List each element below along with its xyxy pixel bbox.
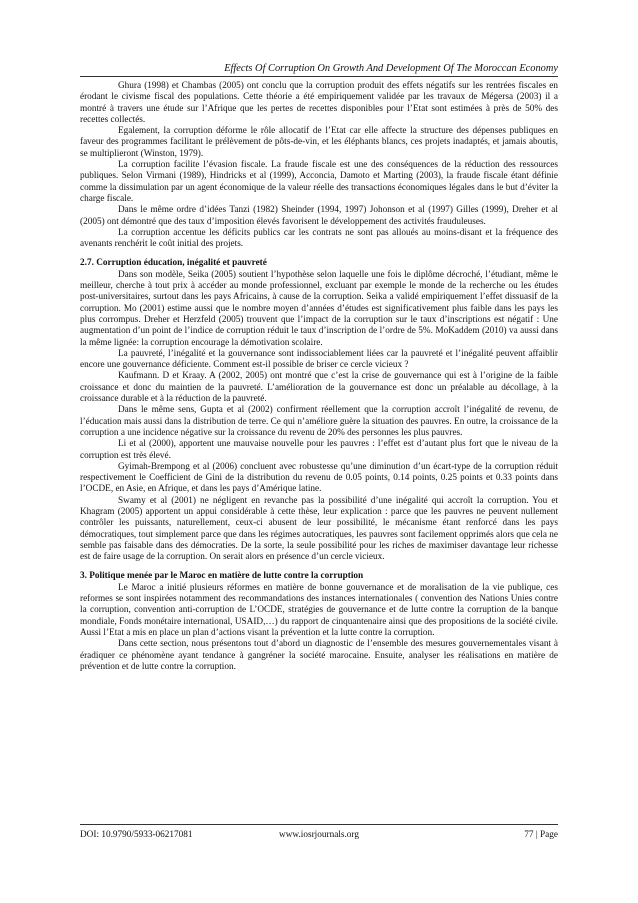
footer-doi: DOI: 10.9790/5933-06217081: [80, 830, 193, 840]
paragraph: Dans le même ordre d’idées Tanzi (1982) Sheinder (1994, 1997) Johonson et al (1997) Gilles (1999), Dreher et al (2005) ont démontré que des taux d’imposition élevés favorisent le développement des activités frauduleuses.: [80, 205, 558, 227]
paragraph: La corruption accentue les déficits publics car les contrats ne sont pas alloués au moins-disant et la fréquence des avenants renchérit le coût initial des projets.: [80, 227, 558, 250]
paragraph: Dans le même sens, Gupta et al (2002) confirment réellement que la corruption accroît l’inégalité de revenu, de l’éducation mais aussi dans la distribution de terre. Ce qui n’améliore guère la situation des pauvres. En outre, la croissance de la corruption a une incidence négative sur la croissance du revenu de 20% des personnes les plus pauvres.: [80, 405, 558, 438]
spacer: [80, 563, 558, 571]
body-text: [80, 81, 558, 673]
footer-site: www.iosrjournals.org: [279, 830, 359, 840]
paragraph: Kaufmann. D et Kraay. A (2002, 2005) ont montré que c’est la crise de gouvernance qui est à l’origine de la faible croissance et donc du maintien de la pauvreté. L’amélioration de la gouvernance est donc un préalable au décollage, à la croissance durable et à la réduction de la pauvreté.: [80, 371, 558, 405]
paragraph: Li et al (2000), apportent une mauvaise nouvelle pour les pauvres : l’effet est d’autant plus fort que le niveau de la corruption est très élevé.: [80, 439, 558, 461]
section-heading-2-7: 2.7. Corruption éducation, inégalité et pauvreté: [80, 258, 267, 269]
paragraph: La corruption facilite l’évasion fiscale. La fraude fiscale est une des conséquences de la réduction des ressources publiques. Selon Virmani (1989), Hindricks et al (1999), Acconcia, Damoto et Marting (2003), la fraude fiscale étant définie comme la dissimulation par un agent économique de la valeur réelle des transactions économiques légales dans le but d’éviter la charge fiscale.: [80, 160, 558, 204]
running-title: Effects Of Corruption On Growth And Development Of The Moroccan Economy: [224, 63, 558, 74]
section-heading-3: 3. Politique menée par le Maroc en matière de lutte contre la corruption: [80, 571, 364, 582]
paragraph: Gyimah-Brempong et al (2006) concluent avec robustesse qu’une diminution d’un écart-type de la corruption réduit respectivement le Coefficient de Gini de la distribution du revenu de 0.05 points, 0.14 points, 0.25 points et 0.33 points dans l’OCDE, en Asie, en Afrique, et dans les pays d’Amérique latine.: [80, 461, 558, 495]
spacer: [80, 250, 558, 258]
paragraph: Swamy et al (2001) ne négligent en revanche pas la possibilité d’une inégalité qui accroît la corruption. You et Khagram (2005) apportent un appui considérable à cette thèse, leur explication : parce que les pauvres ne peuvent nullement contrôler les puissants, naturellement, ceux-ci abusent de leur possibilité, le mécanisme étant renforcé dans les pays démocratiques, tout simplement parce que dans les régimes autocratiques, les pauvres sont facilement opprimés alors que cela ne semble pas faisable dans des démocraties. De la sorte, la seule possibilité pour les riches de maximiser davantage leur richesse est de faire usage de la corruption. On serait alors en présence d’un cercle vicieux.: [80, 495, 558, 563]
paragraph: Egalement, la corruption déforme le rôle allocatif de l’Etat car elle affecte la structure des dépenses publiques en faveur des programmes facilitant le prélèvement de pôts-de-vin, et les éléphants blancs, ces projets inadaptés, et jamais aboutis, se multiplieront (Winston, 1979).: [80, 126, 558, 159]
paragraph: Dans son modèle, Seika (2005) soutient l’hypothèse selon laquelle une fois le diplôme décroché, l’étudiant, même le meilleur, cherche à tout prix à accéder au monde professionnel, excluant par exemple le monde de la recherche ou les études post-universitaires, surtout dans les pays Africains, à cause de la corruption. Seika a validé empiriquement l’effet dissuasif de la corruption. Mo (2001) estime aussi que le nombre moyen d’années d’études est significativement plus faible dans les pays les plus corrompus. Dreher et Herzfeld (2005) trouvent que l’impact de la corruption sur le taux d’inscriptions est négatif : Une augmentation d’un point de l’indice de corruption réduit le taux d’inscription de l’ordre de 5%. MoKaddem (2010) va aussi dans la même lignée: la corruption encourage la démotivation scolaire.: [80, 269, 558, 348]
paragraph: Dans cette section, nous présentons tout d’abord un diagnostic de l’ensemble des mesures gouvernementales visant à éradiquer ce phénomène ayant tendance à gangréner la société marocaine. Ensuite, analyser les réalisations en matière de prévention et de lutte contre la corruption.: [80, 639, 558, 672]
paragraph: Le Maroc a initié plusieurs réformes en matière de bonne gouvernance et de moralisation de la vie publique, ces reformes se sont inspirées notamment des recommandations des instances internationales ( convention des Nations Unies contre la corruption, convention anti-corruption de L’OCDE, stratégies de gouvernance et de lutte contre la corruption de la banque mondiale, Fonds monétaire international, USAID,…) du rapport de cinquantenaire ainsi que des propositions de la société civile. Aussi l’Etat a mis en place un plan d’actions visant la prévention et la lutte contre la corruption.: [80, 582, 558, 638]
footer-page-number: 77 | Page: [524, 830, 558, 840]
paragraph: Ghura (1998) et Chambas (2005) ont conclu que la corruption produit des effets négatifs sur les rentrées fiscales en érodant le civisme fiscal des populations. Cette théorie a été empiriquement validée par les travaux de Mégersa (2003) il a montré à travers une étude sur l’Afrique que les pertes de recettes disponibles pour l’Etat sont estimées à près de 50% des recettes collectés.: [80, 81, 558, 125]
header-rule: [80, 76, 558, 77]
paragraph: La pauvreté, l’inégalité et la gouvernance sont indissociablement liées car la pauvreté et l’inégalité peuvent affaiblir encore une gouvernance déficiente. Comment est-il possible de briser ce cercle vicieux ?: [80, 348, 558, 371]
footer-rule: [80, 824, 558, 825]
